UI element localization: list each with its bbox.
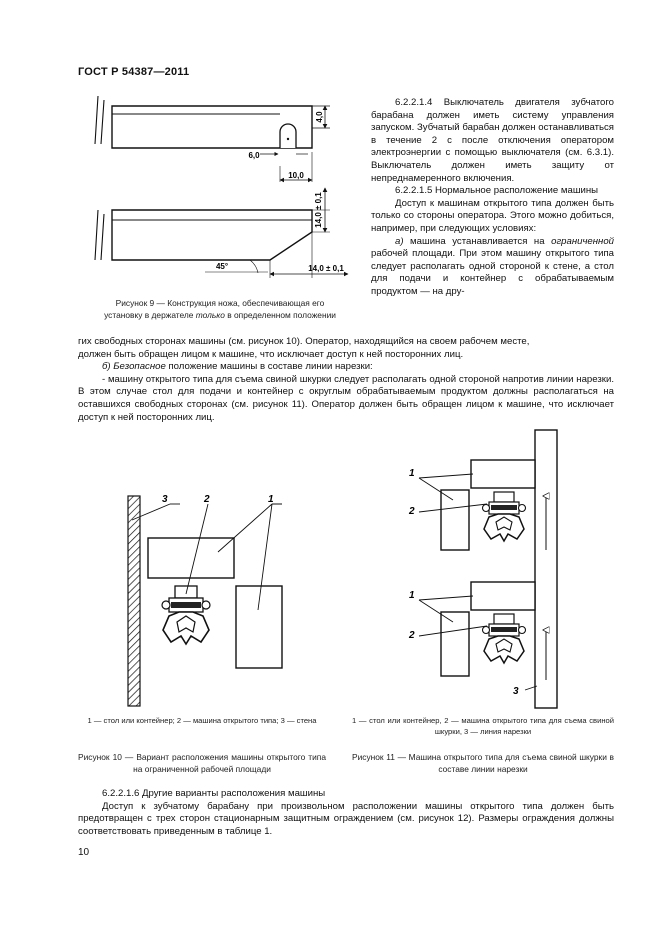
right-column-text — [371, 97, 614, 299]
label-3: 3 — [513, 686, 519, 697]
label-1-lower: 1 — [409, 590, 415, 601]
page-header: ГОСТ Р 54387—2011 — [78, 66, 190, 78]
page-number: 10 — [78, 847, 90, 858]
para-item-a: а) машина устанавливается на ограниченной рабочей площади. При этом машину открытого типа следует располагать одной стороной к стене, а стол для подачи и контейнер с обрабатываемым продуктом — на дру- — [371, 235, 614, 297]
figure-11-caption: Рисунок 11 — Машина открытого типа для съема свиной шкурки в составе линии нарезки — [352, 752, 614, 774]
figure-9-drawing — [90, 92, 360, 282]
table-or-container-2 — [236, 586, 282, 668]
machine-lower — [483, 614, 526, 663]
label-1: 1 — [268, 494, 274, 505]
para-access: Доступ к машинам открытого типа должен быть только со стороны оператора. Этого можно добиться, например, при следующих условиях: — [371, 197, 614, 234]
label-3: 3 — [162, 494, 168, 505]
table-lower-1 — [471, 582, 535, 610]
table-upper-1 — [471, 460, 535, 488]
figure-10-legend: 1 — стол или контейнер; 2 — машина открытого типа; 3 — стена — [87, 716, 317, 725]
wall — [128, 496, 140, 706]
table-lower-2 — [441, 612, 469, 676]
para-6-2-2-1-5: 6.2.2.1.5 Нормальное расположение машины — [395, 185, 599, 197]
dim-10: 10,0 — [288, 171, 304, 180]
figure-10-caption: Рисунок 10 — Вариант расположения машины открытого типа на ограниченной рабочей площади — [78, 752, 326, 774]
dim-14-horizontal: 14,0 ± 0,1 — [308, 264, 344, 273]
machine-upper — [483, 492, 526, 541]
table-upper-2 — [441, 490, 469, 550]
label-2-lower: 2 — [409, 630, 415, 641]
figure-9-caption: Рисунок 9 — Конструкция ножа, обеспечивающая его установку в держателе только в определенном положении — [104, 298, 336, 320]
dim-14-vertical: 14,0 ± 0,1 — [314, 192, 323, 228]
dim-4: 4,0 — [315, 111, 324, 123]
figure-11-legend: 1 — стол или контейнер, 2 — машина открытого типа для съема свиной шкурки, 3 — линия нарезки — [352, 716, 614, 736]
body-text: гих свободных сторонах машины (см. рисунок 10). Оператор, находящийся на своем рабочем месте, должен быть обращен лицом к машине, что исключает доступ к ней посторонних лиц. б) Безопасное положение машины в составе линии нарезки: - машину открытого типа для съема свиной шкурки следует располагать одной стороной напротив линии нарезки. В этом случае стол для подачи и контейнер с округлым обрабатываемым продуктом должны располагаться на оставшихся свободных сторонах (см. рисунок 11). Оператор должен быть обращен лицом к машине, что исключает доступ к ней посторонних лиц. — [78, 336, 614, 423]
section-6-2-2-1-6: 6.2.2.1.6 Другие варианты расположения машины Доступ к зубчатому барабану при произвольном расположении машины открытого типа должен быть предотвращен с трех сторон стационарным защитным ограждением (см. рисунок 12). Размеры ограждения должны соответствовать приведенным в таблице 1. — [78, 788, 614, 837]
para-6-2-2-1-4: 6.2.2.1.4 Выключатель двигателя зубчатого барабана должен иметь систему управления запуском. Зубчатый барабан должен останавливаться в течение 2 с после отключения оператором электроэнергии с помощью выключателя (см. 6.3.1). Выключатель должен иметь защиту от непреднамеренного включения. — [371, 97, 614, 184]
figure-10-drawing — [118, 490, 318, 710]
machine-open-type — [162, 586, 210, 644]
dim-angle: 45° — [215, 262, 229, 271]
label-1-upper: 1 — [409, 468, 415, 479]
dim-6: 6,0 — [248, 151, 260, 160]
figure-11-drawing — [405, 430, 575, 710]
label-2: 2 — [204, 494, 210, 505]
label-2-upper: 2 — [409, 506, 415, 517]
